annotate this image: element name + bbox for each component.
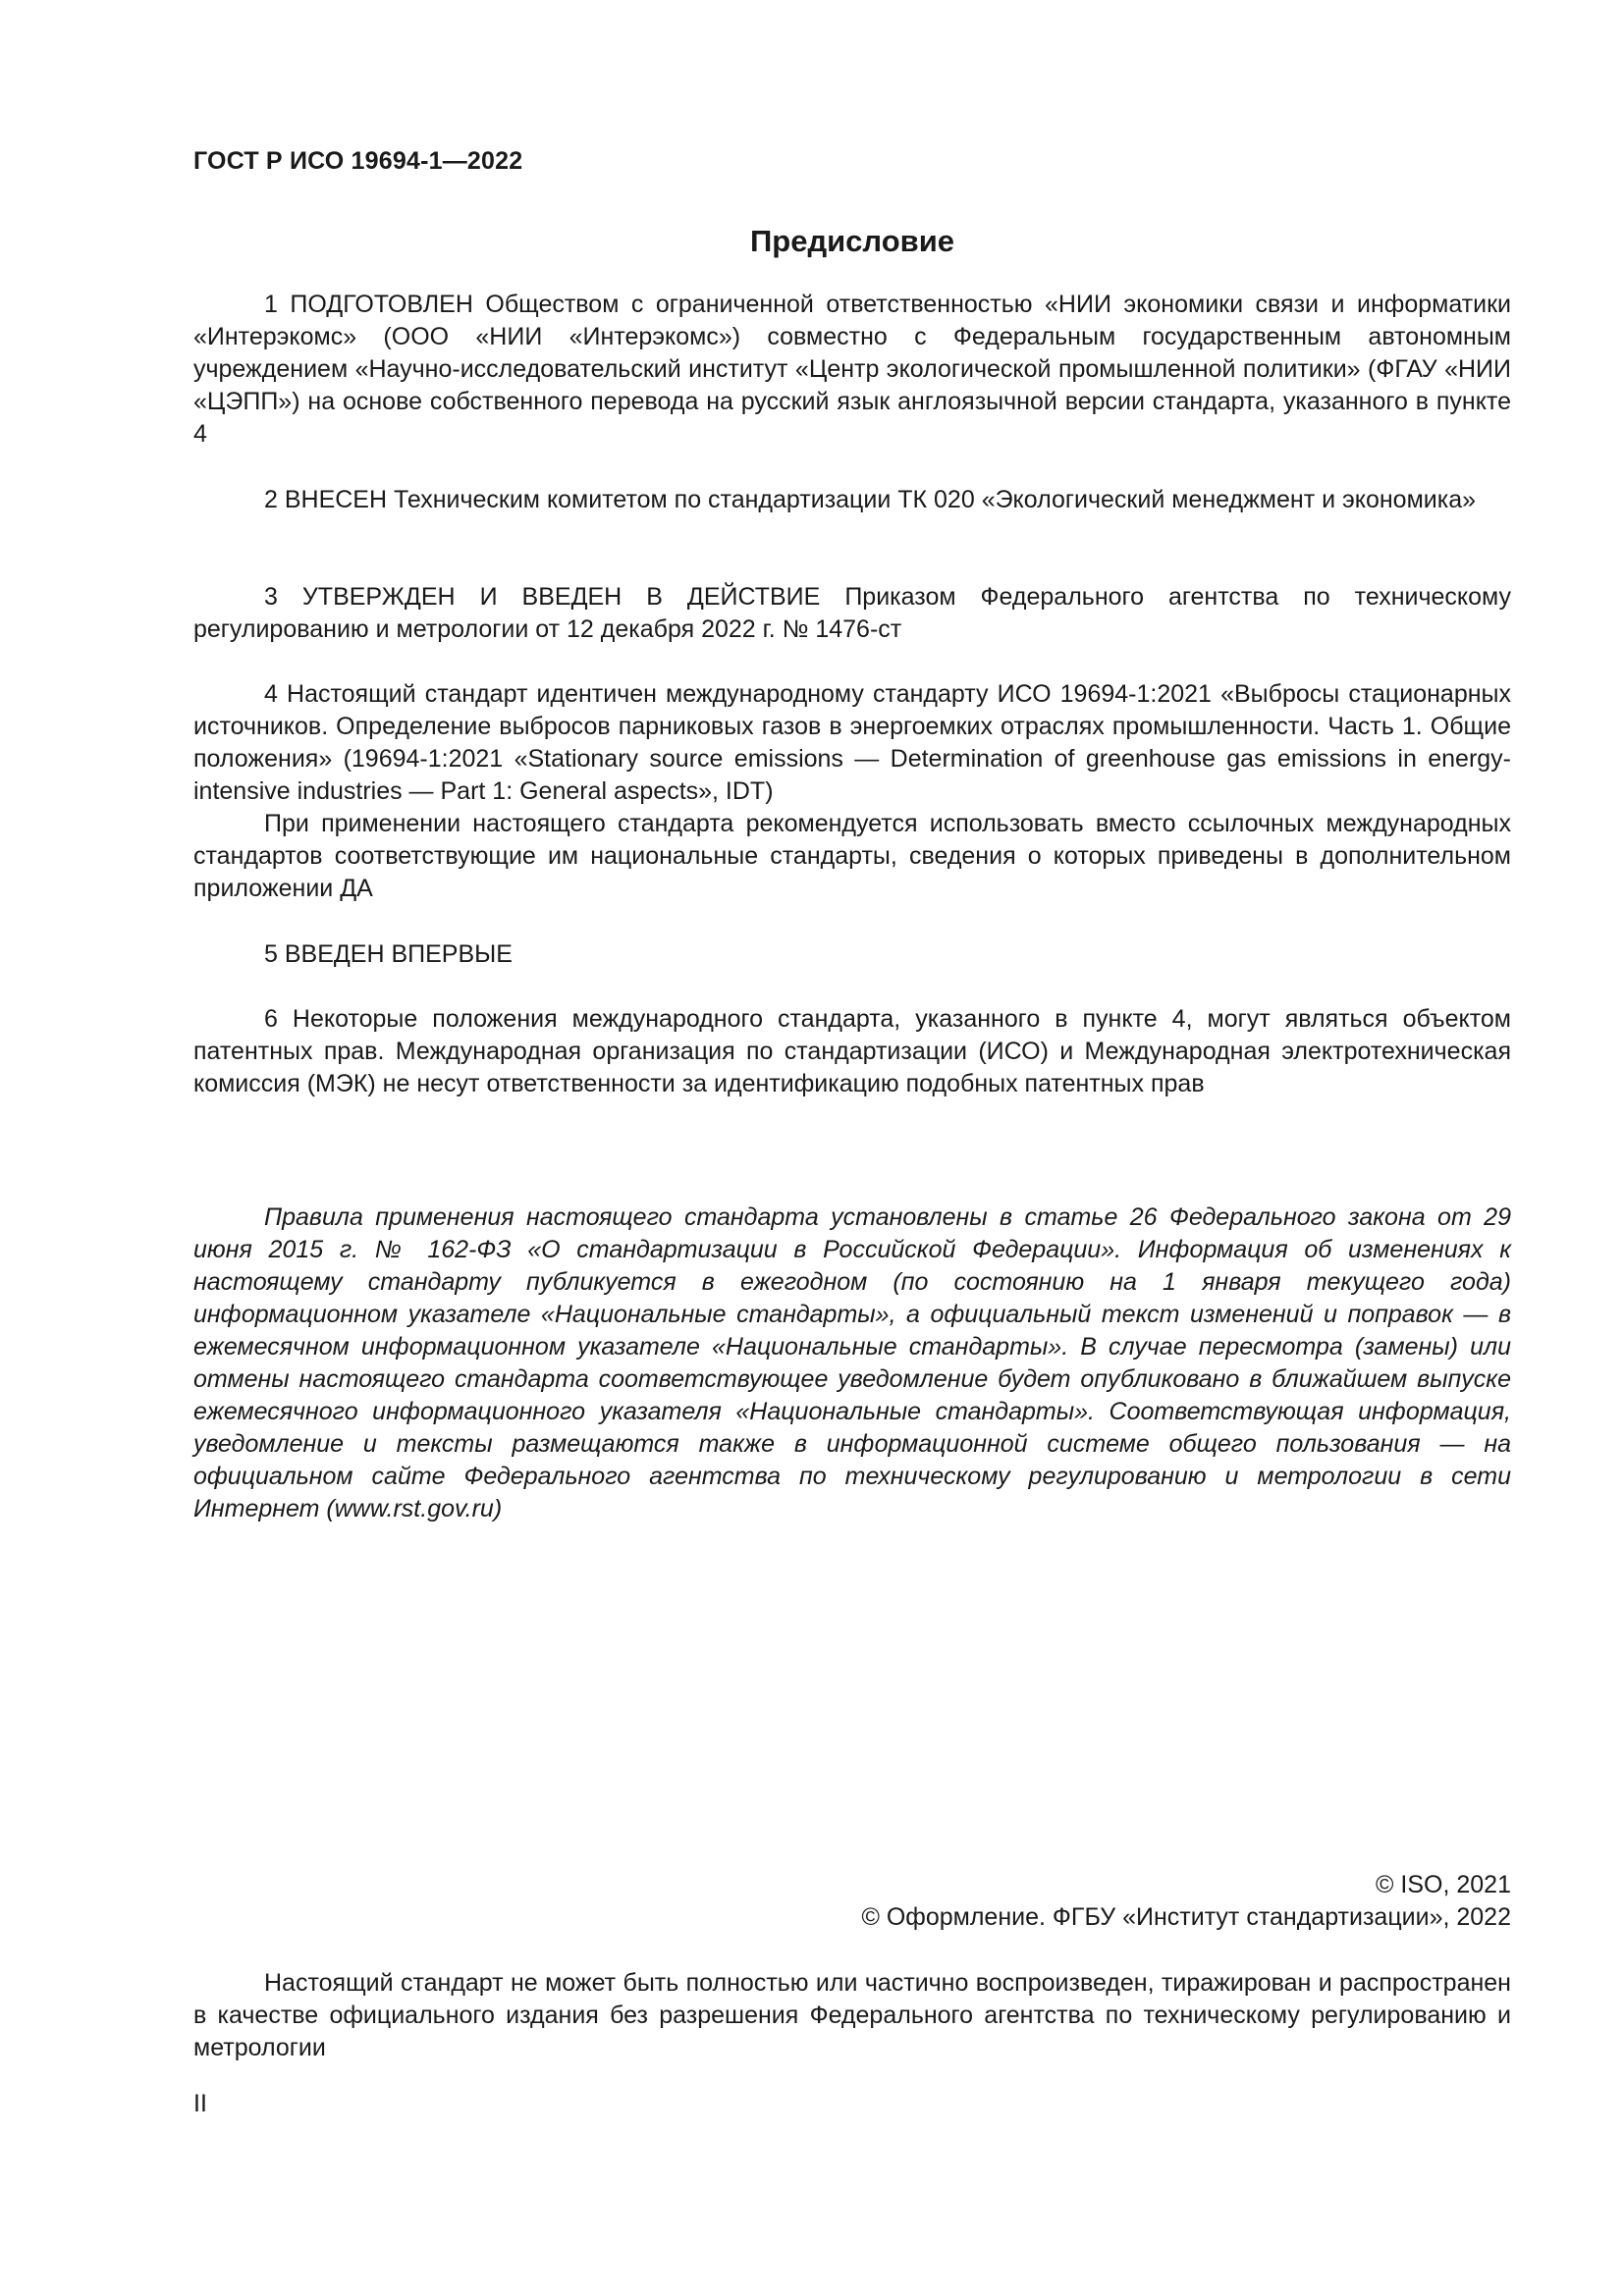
foreword-paragraph: 3 УТВЕРЖДЕН И ВВЕДЕН В ДЕЙСТВИЕ Приказом Федерального агентства по техническому регулированию и метрологии от 12 декабря 2022 г. № 1476-ст [193, 583, 1511, 643]
foreword-paragraph: 6 Некоторые положения международного стандарта, указанного в пункте 4, могут являться объектом патентных прав. Международная организация по стандартизации (ИСО) и Международная электротехническая комиссия (МЭК) не несут ответственности за идентификацию подобных патентных прав [193, 1005, 1511, 1097]
page-number: II [193, 2090, 207, 2117]
reproduction-notice: Настоящий стандарт не может быть полностью или частично воспроизведен, тиражирован и распространен в качестве официального издания без разрешения Федерального агентства по техническому регулированию и метрологии [193, 1969, 1511, 2061]
foreword-item-1 [193, 289, 1511, 451]
foreword-item-6 [193, 1003, 1511, 1100]
foreword-paragraph: 5 ВВЕДЕН ВПЕРВЫЕ [264, 940, 513, 968]
document-page [193, 0, 1511, 2296]
application-rules-note: Правила применения настоящего стандарта установлены в статье 26 Федерального закона от 29 июня 2015 г. № 162-ФЗ «О стандартизации в Российской Федерации». Информация об изменениях к настоящему стандарту публикуется в ежегодном (по состоянию на 1 января текущего года) информационном указателе «Национальные стандарты», а официальный текст изменений и поправок — в ежемесячном информационном указателе «Национальные стандарты». В случае пересмотра (замены) или отмены настоящего стандарта соответствующее уведомление будет опубликовано в ближайшем выпуске ежемесячного информационного указателя «Национальные стандарты». Соответствующая информация, уведомление и тексты размещаются также в информационной системе общего пользования — на официальном сайте Федерального агентства по техническому регулированию и метрологии в сети Интернет (www.rst.gov.ru) [193, 1203, 1511, 1522]
foreword-item-4 [193, 678, 1511, 905]
foreword-paragraph: При применении настоящего стандарта рекомендуется использовать вместо ссылочных международных стандартов соответствующие им национальные стандарты, сведения о которых приведены в дополнительном приложении ДА [193, 810, 1511, 902]
foreword-item-2 [193, 484, 1511, 516]
foreword-paragraph: 2 ВНЕСЕН Техническим комитетом по стандартизации ТК 020 «Экологический менеджмент и экономика» [264, 486, 1477, 513]
copyright-design: © Оформление. ФГБУ «Институт стандартизации», 2022 [861, 1903, 1511, 1931]
copyright-iso: © ISO, 2021 [1376, 1871, 1511, 1898]
document-code: ГОСТ Р ИСО 19694-1—2022 [193, 147, 523, 175]
foreword-item-3 [193, 581, 1511, 646]
foreword-paragraph: 1 ПОДГОТОВЛЕН Обществом с ограниченной ответственностью «НИИ экономики связи и информатики «Интерэкомс» (ООО «НИИ «Интерэкомс») совместно с Федеральным государственным автономным учреждением «Научно-исследовательский институт «Центр экологической промышленной политики» (ФГАУ «НИИ «ЦЭПП») на основе собственного перевода на русский язык англоязычной версии стандарта, указанного в пункте 4 [193, 291, 1511, 448]
foreword-paragraph: 4 Настоящий стандарт идентичен международному стандарту ИСО 19694-1:2021 «Выбросы стационарных источников. Определение выбросов парниковых газов в энергоемких отраслях промышленности. Часть 1. Общие положения» (19694-1:2021 «Stationary source emissions — Determination of greenhouse gas emissions in energy-intensive industries — Part 1: General aspects», IDT) [193, 680, 1511, 805]
foreword-item-5 [193, 938, 1511, 971]
page-title: Предисловие [749, 224, 954, 258]
